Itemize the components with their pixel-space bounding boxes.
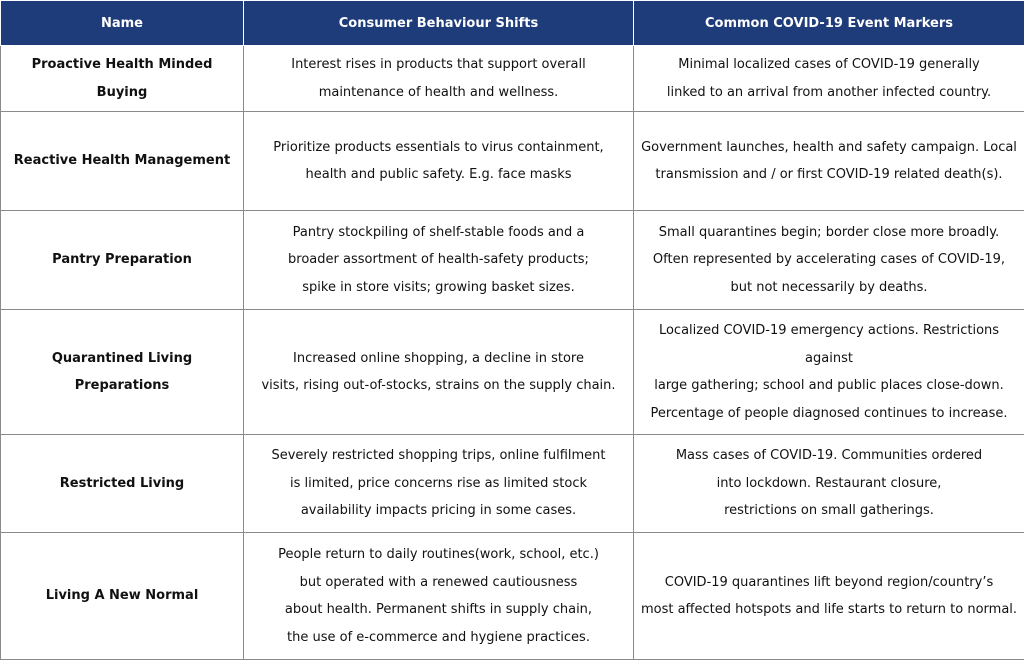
text-line: COVID-19 quarantines lift beyond region/country’s — [664, 574, 994, 590]
row-markers — [634, 46, 1024, 112]
table-row — [1, 211, 1024, 310]
header-name: Name — [1, 1, 244, 46]
text-line: Localized COVID-19 emergency actions. Restrictions against — [658, 323, 1000, 366]
row-behaviour — [244, 533, 634, 660]
text-line: Often represented by accelerating cases of COVID-19, — [652, 252, 1006, 268]
row-markers — [634, 533, 1024, 660]
text-line: Prioritize products essentials to virus containment, — [273, 139, 604, 155]
text-line: visits, rising out-of-stocks, strains on the supply chain. — [261, 378, 616, 393]
text-line: the use of e-commerce and hygiene practices. — [287, 629, 590, 645]
row-name: Reactive Health Management — [1, 112, 244, 211]
row-markers — [634, 211, 1024, 310]
text-line: People return to daily routines(work, school, etc.) — [278, 547, 599, 562]
text-line: availability impacts pricing in some cases. — [300, 503, 577, 519]
text-line: broader assortment of health-safety products; — [288, 252, 589, 268]
row-markers — [634, 435, 1024, 533]
text-line: Mass cases of COVID-19. Communities ordered — [675, 448, 983, 464]
row-behaviour — [244, 310, 634, 435]
row-behaviour — [244, 211, 634, 310]
text-line: transmission and / or first COVID-19 related death(s). — [655, 167, 1003, 182]
row-markers — [634, 310, 1024, 435]
text-line: health and public safety. E.g. face masks — [305, 167, 572, 182]
text-line: maintenance of health and wellness. — [318, 84, 559, 100]
row-markers — [634, 112, 1024, 211]
row-name: Proactive Health Minded Buying — [1, 46, 244, 112]
text-line: about health. Permanent shifts in supply chain, — [284, 602, 593, 617]
text-line: but not necessarily by deaths. — [730, 279, 928, 295]
table-row — [1, 310, 1024, 435]
header-row — [1, 1, 1024, 46]
row-behaviour — [244, 112, 634, 211]
text-line: Interest rises in products that support overall — [291, 57, 586, 72]
header-markers: Common COVID-19 Event Markers — [634, 1, 1024, 46]
text-line: Severely restricted shopping trips, online fulfilment — [271, 448, 606, 464]
table-row — [1, 112, 1024, 211]
text-line: restrictions on small gatherings. — [724, 503, 934, 519]
row-name: Pantry Preparation — [1, 211, 244, 310]
text-line: Minimal localized cases of COVID-19 generally — [678, 57, 980, 72]
table-row — [1, 46, 1024, 112]
table-row — [1, 533, 1024, 660]
text-line: but operated with a renewed cautiousness — [299, 574, 578, 590]
text-line: linked to an arrival from another infected country. — [666, 84, 992, 100]
row-name: Quarantined Living Preparations — [1, 310, 244, 435]
row-behaviour — [244, 46, 634, 112]
text-line: Increased online shopping, a decline in store — [293, 350, 584, 366]
text-line: large gathering; school and public places close-down. — [654, 378, 1004, 393]
text-line: Government launches, health and safety campaign. Local — [641, 139, 1017, 155]
text-line: into lockdown. Restaurant closure, — [716, 475, 942, 491]
text-line: is limited, price concerns rise as limited stock — [289, 475, 588, 491]
row-name: Restricted Living — [1, 435, 244, 533]
text-line: Percentage of people diagnosed continues to increase. — [650, 405, 1008, 421]
row-behaviour — [244, 435, 634, 533]
table-row — [1, 435, 1024, 533]
row-name: Living A New Normal — [1, 533, 244, 660]
header-behaviour: Consumer Behaviour Shifts — [244, 1, 634, 46]
text-line: Small quarantines begin; border close more broadly. — [658, 224, 1000, 240]
text-line: spike in store visits; growing basket sizes. — [302, 279, 575, 295]
text-line: most affected hotspots and life starts to return to normal. — [640, 602, 1018, 617]
text-line: Pantry stockpiling of shelf-stable foods and a — [292, 224, 585, 240]
